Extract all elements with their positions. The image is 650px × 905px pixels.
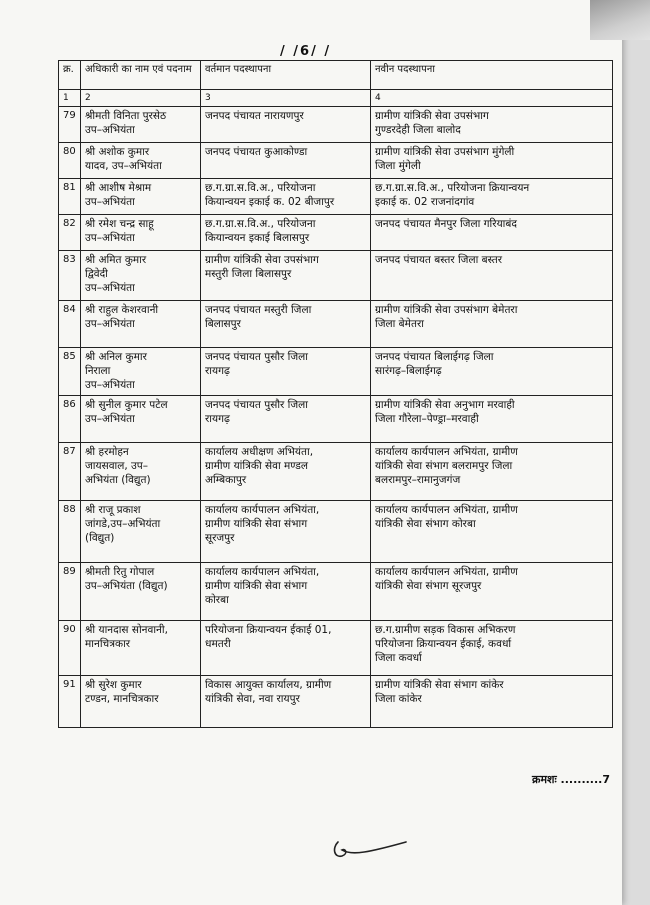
current-posting-line: ग्रामीण यांत्रिकी सेवा संभाग	[205, 579, 308, 592]
new-posting-line: कार्यालय कार्यपालन अभियंता, ग्रामीण	[375, 565, 518, 578]
officer-name-cell	[81, 143, 201, 179]
officer-name-line: श्री हरमोहन	[85, 445, 129, 458]
new-posting-cell	[371, 675, 613, 727]
current-posting-cell	[201, 215, 371, 251]
officer-name-line: उप–अभियंता	[85, 196, 135, 209]
table-row	[59, 251, 613, 301]
current-posting-line: कार्यालय कार्यपालन अभियंता,	[205, 565, 320, 578]
table-row	[59, 348, 613, 396]
serial-number: 85	[59, 348, 81, 396]
new-posting-line: जनपद पंचायत बिलाईगढ़ जिला	[375, 351, 494, 364]
new-posting-line: परियोजना क्रियान्वयन ईकाई, कवर्धा	[375, 637, 512, 650]
serial-number: 79	[59, 107, 81, 143]
officer-name-cell	[81, 442, 201, 500]
column-number: 2	[81, 90, 201, 107]
current-posting-line: ग्रामीण यांत्रिकी सेवा संभाग	[205, 517, 308, 530]
current-posting-line: रायगढ़	[205, 412, 230, 425]
officer-name-cell	[81, 500, 201, 562]
new-posting-line: ग्रामीण यांत्रिकी सेवा अनुभाग मरवाही	[375, 398, 515, 411]
current-posting-line: छ.ग.ग्रा.स.वि.अ., परियोजना	[205, 218, 316, 231]
new-posting-line: यांत्रिकी सेवा संभाग बलरामपुर जिला	[375, 459, 513, 472]
officer-name-line: निराला	[85, 365, 111, 378]
current-posting-line: कार्यालय अधीक्षण अभियंता,	[205, 445, 314, 458]
new-posting-cell	[371, 620, 613, 675]
officer-name-line: जायसवाल, उप–	[85, 459, 149, 472]
officer-name-line: उप–अभियंता (विद्युत)	[85, 579, 168, 592]
new-posting-line: जिला गौरेला–पेण्ड्रा–मरवाही	[375, 412, 479, 425]
new-posting-line: ग्रामीण यांत्रिकी सेवा उपसंभाग बेमेतरा	[375, 304, 518, 317]
new-posting-cell	[371, 442, 613, 500]
current-posting-line: ग्रामीण यांत्रिकी सेवा मण्डल	[205, 459, 309, 472]
current-posting-line: कियान्वयन इकाई बिलासपुर	[205, 232, 310, 245]
current-posting-cell	[201, 442, 371, 500]
current-posting-line: धमतरी	[205, 637, 231, 650]
header-current-posting: वर्तमान पदस्थापना	[201, 61, 371, 90]
serial-number: 88	[59, 500, 81, 562]
background-corner	[590, 0, 650, 40]
current-posting-cell	[201, 348, 371, 396]
new-posting-line: जनपद पंचायत मैनपुर जिला गरियाबंद	[375, 218, 517, 231]
current-posting-cell	[201, 143, 371, 179]
serial-number: 91	[59, 675, 81, 727]
current-posting-line: मस्तुरी जिला बिलासपुर	[205, 268, 292, 281]
officer-name-line: उप–अभियंता	[85, 282, 135, 295]
table-row	[59, 442, 613, 500]
header-name: अधिकारी का नाम एवं पदनाम	[81, 61, 201, 90]
officer-name-line: द्विवेदी	[85, 268, 108, 281]
table-header-row	[59, 61, 613, 90]
signature	[330, 836, 410, 866]
officer-name-cell	[81, 179, 201, 215]
serial-number: 86	[59, 395, 81, 442]
officer-name-line: उप–अभियंता	[85, 232, 135, 245]
current-posting-line: जनपद पंचायत पुसौर जिला	[205, 351, 309, 364]
table-row	[59, 179, 613, 215]
new-posting-cell	[371, 179, 613, 215]
new-posting-cell	[371, 348, 613, 396]
current-posting-line: जनपद पंचायत पुसौर जिला	[205, 398, 309, 411]
new-posting-line: बलरामपुर–रामानुजगंज	[375, 474, 461, 486]
table-row	[59, 143, 613, 179]
officer-name-line: जांगडे,उप–अभियंता	[85, 517, 161, 530]
current-posting-line: जनपद पंचायत नारायणपुर	[205, 110, 304, 123]
officer-name-line: उप–अभियंता	[85, 318, 135, 331]
new-posting-line: जिला कांकेर	[375, 692, 422, 705]
new-posting-cell	[371, 395, 613, 442]
continued-footer: क्रमशः ..........7	[532, 773, 610, 786]
new-posting-line: इकाई क. 02 राजनांदगांव	[375, 196, 475, 209]
officer-name-line: श्री राहुल केशरवानी	[85, 304, 159, 317]
officer-name-cell	[81, 215, 201, 251]
column-number: 4	[371, 90, 613, 107]
officer-name-line: यादव, उप–अभियंता	[85, 160, 162, 173]
new-posting-line: छ.ग.ग्रामीण सड़क विकास अभिकरण	[375, 623, 516, 636]
officer-name-line: (विद्युत)	[85, 532, 115, 544]
new-posting-line: जिला कवर्धा	[375, 652, 422, 664]
officer-name-line: श्री राजू प्रकाश	[85, 503, 141, 516]
serial-number: 89	[59, 562, 81, 620]
current-posting-line: कियान्वयन इकाई क. 02 बीजापुर	[205, 196, 335, 209]
new-posting-line: जनपद पंचायत बस्तर जिला बस्तर	[375, 254, 503, 267]
serial-number: 80	[59, 143, 81, 179]
officer-name-line: श्री अनिल कुमार	[85, 351, 147, 364]
new-posting-cell	[371, 301, 613, 348]
officer-name-line: मानचित्रकार	[85, 637, 131, 650]
new-posting-line: गुण्डरदेही जिला बालोद	[375, 124, 461, 137]
table-body	[59, 107, 613, 728]
current-posting-cell	[201, 107, 371, 143]
table-row	[59, 620, 613, 675]
officer-name-cell	[81, 620, 201, 675]
current-posting-line: बिलासपुर	[205, 318, 241, 331]
header-serial: क्र.	[59, 61, 81, 90]
current-posting-line: विकास आयुक्त कार्यालय, ग्रामीण	[205, 678, 332, 691]
current-posting-line: कार्यालय कार्यपालन अभियंता,	[205, 503, 320, 516]
current-posting-line: छ.ग.ग्रा.स.वि.अ., परियोजना	[205, 182, 316, 195]
officer-name-line: श्री आशीष मेश्राम	[85, 182, 152, 195]
table-row	[59, 395, 613, 442]
current-posting-line: रायगढ़	[205, 365, 230, 378]
column-number: 1	[59, 90, 81, 107]
serial-number: 90	[59, 620, 81, 675]
officer-name-cell	[81, 348, 201, 396]
new-posting-cell	[371, 500, 613, 562]
current-posting-cell	[201, 500, 371, 562]
current-posting-line: परियोजना क्रियान्वयन ईकाई 01,	[205, 623, 332, 636]
officer-name-cell	[81, 675, 201, 727]
current-posting-line: ग्रामीण यांत्रिकी सेवा उपसंभाग	[205, 254, 319, 267]
officer-name-cell	[81, 395, 201, 442]
new-posting-line: जिला मुंगेली	[375, 160, 421, 173]
current-posting-line: जनपद पंचायत कुआकोण्डा	[205, 146, 308, 159]
current-posting-cell	[201, 675, 371, 727]
new-posting-cell	[371, 562, 613, 620]
officer-name-line: श्री रमेश चन्द्र साहू	[85, 218, 154, 231]
serial-number: 82	[59, 215, 81, 251]
current-posting-cell	[201, 562, 371, 620]
officer-name-line: श्री सुनील कुमार पटेल	[85, 398, 168, 411]
current-posting-line: कोरबा	[205, 594, 229, 606]
officer-name-line: उप–अभियंता	[85, 124, 135, 137]
new-posting-line: ग्रामीण यांत्रिकी सेवा उपसंभाग मुंगेली	[375, 146, 515, 159]
column-number-row	[59, 90, 613, 107]
new-posting-line: ग्रामीण यांत्रिकी सेवा उपसंभाग	[375, 110, 489, 123]
table-row	[59, 107, 613, 143]
current-posting-cell	[201, 301, 371, 348]
officer-name-line: श्री अशोक कुमार	[85, 146, 150, 159]
officer-name-line: अभियंता (विद्युत)	[85, 474, 151, 486]
current-posting-cell	[201, 620, 371, 675]
current-posting-line: अम्बिकापुर	[205, 474, 247, 486]
new-posting-cell	[371, 215, 613, 251]
new-posting-line: यांत्रिकी सेवा संभाग कोरबा	[375, 517, 476, 530]
column-number: 3	[201, 90, 371, 107]
serial-number: 83	[59, 251, 81, 301]
officer-name-line: श्री सुरेश कुमार	[85, 678, 142, 691]
new-posting-line: छ.ग.ग्रा.स.वि.अ., परियोजना क्रियान्वयन	[375, 182, 530, 195]
current-posting-cell	[201, 395, 371, 442]
new-posting-line: कार्यालय कार्यपालन अभियंता, ग्रामीण	[375, 445, 518, 458]
current-posting-line: सूरजपुर	[205, 532, 235, 544]
new-posting-line: सारंगढ़–बिलाईगढ़	[375, 365, 442, 378]
officer-name-cell	[81, 251, 201, 301]
current-posting-line: जनपद पंचायत मस्तुरी जिला	[205, 304, 312, 317]
serial-number: 84	[59, 301, 81, 348]
new-posting-cell	[371, 251, 613, 301]
serial-number: 87	[59, 442, 81, 500]
officer-name-line: उप–अभियंता	[85, 412, 135, 425]
table-row	[59, 500, 613, 562]
officer-name-line: श्री अमित कुमार	[85, 254, 147, 267]
officer-name-cell	[81, 562, 201, 620]
new-posting-line: यांत्रिकी सेवा संभाग सूरजपुर	[375, 579, 482, 592]
page-number: / /6/ /	[280, 44, 332, 59]
current-posting-line: यांत्रिकी सेवा, नवा रायपुर	[205, 692, 300, 705]
table-row	[59, 675, 613, 727]
transfer-table	[58, 60, 613, 728]
table-row	[59, 301, 613, 348]
header-new-posting: नवीन पदस्थापना	[371, 61, 613, 90]
officer-name-line: श्री यानदास सोनवानी,	[85, 623, 168, 636]
serial-number: 81	[59, 179, 81, 215]
new-posting-line: ग्रामीण यांत्रिकी सेवा संभाग कांकेर	[375, 678, 504, 691]
officer-name-cell	[81, 301, 201, 348]
new-posting-line: कार्यालय कार्यपालन अभियंता, ग्रामीण	[375, 503, 518, 516]
current-posting-cell	[201, 179, 371, 215]
table-row	[59, 562, 613, 620]
officer-name-line: टण्डन, मानचित्रकार	[85, 692, 159, 705]
officer-name-line: उप–अभियंता	[85, 379, 135, 392]
officer-name-cell	[81, 107, 201, 143]
officer-name-line: श्रीमती विनिता पुरसेठ	[85, 110, 167, 123]
officer-name-line: श्रीमती रितु गोपाल	[85, 565, 155, 578]
current-posting-cell	[201, 251, 371, 301]
new-posting-cell	[371, 143, 613, 179]
new-posting-line: जिला बेमेतरा	[375, 318, 424, 331]
new-posting-cell	[371, 107, 613, 143]
table-row	[59, 215, 613, 251]
